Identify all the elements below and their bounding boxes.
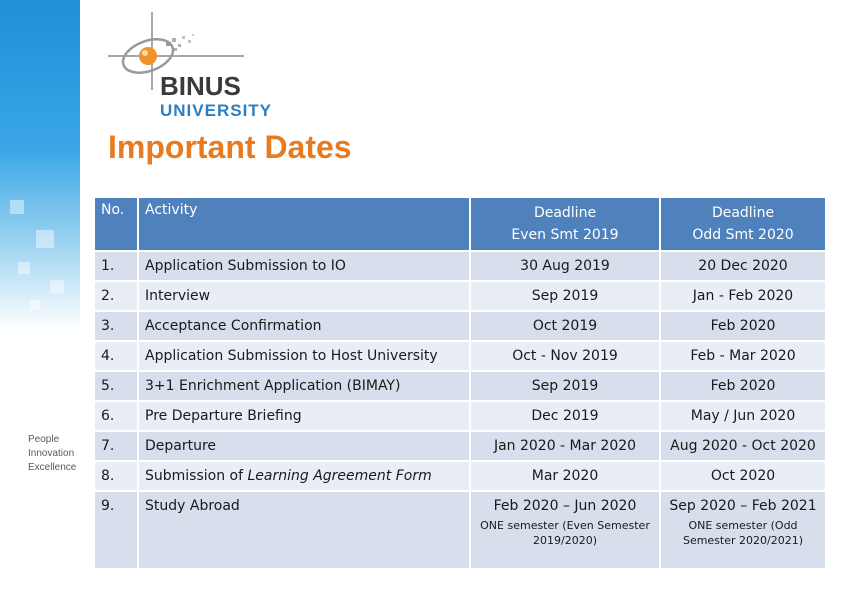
decor-square	[18, 262, 30, 274]
header-no: No.	[95, 198, 137, 250]
row-deadline-even: Sep 2019	[471, 372, 659, 400]
row-deadline-odd: 20 Dec 2020	[661, 252, 825, 280]
table-row	[95, 312, 825, 340]
row-activity: 3+1 Enrichment Application (BIMAY)	[139, 372, 469, 400]
row-no: 1.	[95, 252, 137, 280]
row-activity: Acceptance Confirmation	[139, 312, 469, 340]
row-activity: Study Abroad	[139, 492, 469, 568]
logo-subword: UNIVERSITY	[160, 101, 273, 120]
deadline-main: Feb 2020 – Jun 2020	[493, 498, 637, 514]
header-line: Deadline	[533, 205, 597, 221]
row-deadline-odd: Feb - Mar 2020	[661, 342, 825, 370]
tagline-line: Innovation	[28, 448, 75, 459]
sidebar-decoration	[0, 0, 80, 596]
decor-square	[10, 200, 24, 214]
header-line: Even Smt 2019	[511, 227, 619, 243]
row-deadline-odd: Feb 2020	[661, 312, 825, 340]
row-deadline-even: Sep 2019	[471, 282, 659, 310]
row-deadline-odd: Jan - Feb 2020	[661, 282, 825, 310]
header-line: Deadline	[711, 205, 775, 221]
row-no: 7.	[95, 432, 137, 460]
row-no: 8.	[95, 462, 137, 490]
row-deadline-even: Oct 2019	[471, 312, 659, 340]
page-title: Important Dates	[108, 129, 352, 165]
row-deadline-odd	[661, 492, 825, 568]
row-activity: Application Submission to Host University	[139, 342, 469, 370]
activity-italic: Learning Agreement Form	[247, 468, 432, 484]
row-deadline-odd: Feb 2020	[661, 372, 825, 400]
header-deadline-odd	[661, 198, 825, 250]
row-deadline-even: Oct - Nov 2019	[471, 342, 659, 370]
deadline-note: ONE semester (Even Semester 2019/2020)	[480, 519, 650, 547]
sidebar-gradient-band	[0, 0, 80, 330]
row-activity: Departure	[139, 432, 469, 460]
decor-square	[30, 300, 40, 310]
row-deadline-even: Dec 2019	[471, 402, 659, 430]
row-no: 3.	[95, 312, 137, 340]
row-deadline-even: Mar 2020	[471, 462, 659, 490]
decor-square	[36, 230, 54, 248]
row-deadline-odd: Aug 2020 - Oct 2020	[661, 432, 825, 460]
row-no: 2.	[95, 282, 137, 310]
logo-emblem-icon	[104, 12, 284, 122]
row-activity	[139, 462, 469, 490]
row-deadline-odd: Oct 2020	[661, 462, 825, 490]
row-deadline-even: 30 Aug 2019	[471, 252, 659, 280]
row-deadline-odd: May / Jun 2020	[661, 402, 825, 430]
row-deadline-even: Jan 2020 - Mar 2020	[471, 432, 659, 460]
deadline-note: ONE semester (Odd Semester 2020/2021)	[682, 519, 804, 547]
row-no: 5.	[95, 372, 137, 400]
logo-wordmark: BINUS	[160, 71, 241, 101]
row-activity: Pre Departure Briefing	[139, 402, 469, 430]
decor-square	[50, 280, 64, 294]
table-row	[95, 252, 825, 280]
row-activity: Interview	[139, 282, 469, 310]
table-row	[95, 282, 825, 310]
row-deadline-even	[471, 492, 659, 568]
brand-tagline	[28, 433, 76, 475]
table-row	[95, 372, 825, 400]
row-no: 4.	[95, 342, 137, 370]
row-no: 6.	[95, 402, 137, 430]
tagline-line: Excellence	[28, 462, 77, 473]
table-row	[95, 492, 825, 568]
tagline-line: People	[28, 434, 60, 445]
header-deadline-even	[471, 198, 659, 250]
table-row	[95, 432, 825, 460]
table-header-row	[95, 198, 825, 250]
binus-logo	[104, 12, 284, 122]
deadline-main: Sep 2020 – Feb 2021	[669, 498, 817, 514]
header-activity: Activity	[139, 198, 469, 250]
table-row	[95, 402, 825, 430]
header-line: Odd Smt 2020	[692, 227, 794, 243]
row-activity: Application Submission to IO	[139, 252, 469, 280]
activity-prefix: Submission of	[145, 468, 248, 484]
table-row	[95, 462, 825, 490]
important-dates-table	[93, 196, 827, 570]
table-row	[95, 342, 825, 370]
row-no: 9.	[95, 492, 137, 568]
